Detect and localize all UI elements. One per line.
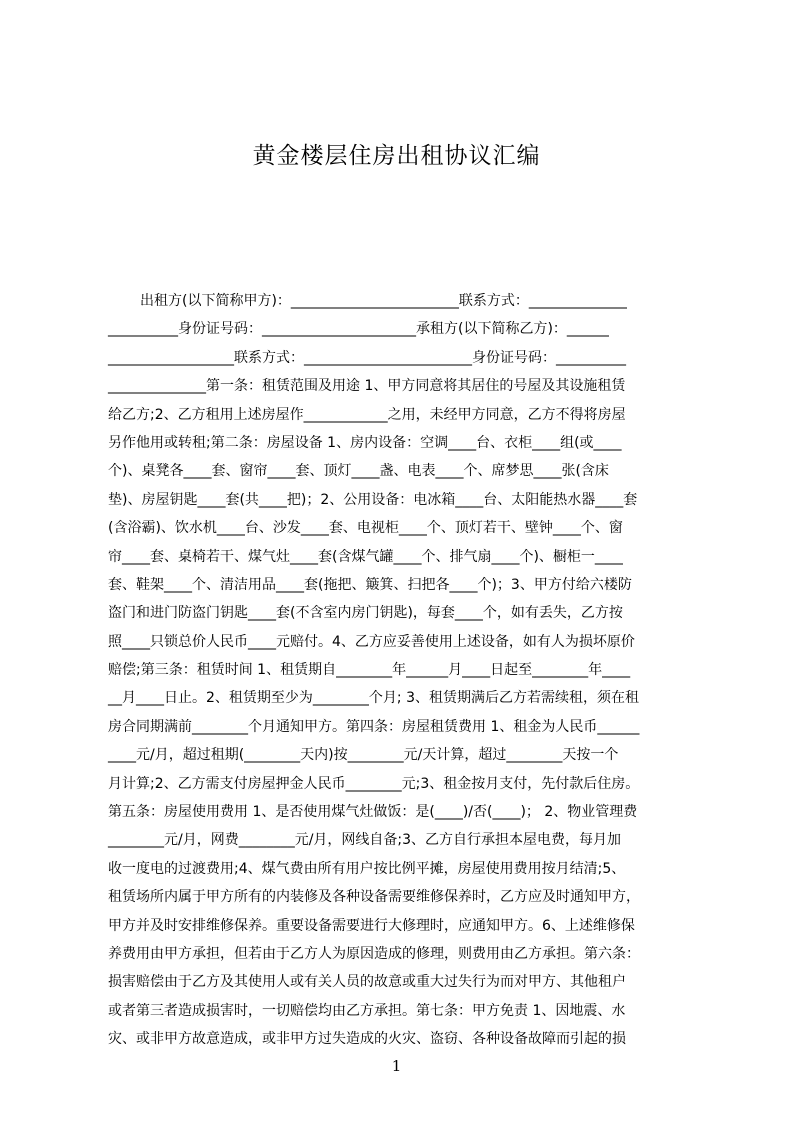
text-line: __月____日止。2、租赁期至少为________个月; 3、租赁期满后乙方若需续租，须在租 — [108, 690, 639, 707]
text-line: 或者第三者造成损害时，一切赔偿均由乙方承担。第七条：甲方免责 1、因地震、水 — [108, 1002, 626, 1019]
text-line: 租赁场所内属于甲方所有的内装修及各种设备需要维修保养时，乙方应及时通知甲方， — [108, 889, 640, 906]
text-line: ________元/月，网费________元/月，网线自备;3、乙方自行承担本屋电费，每月加 — [108, 832, 622, 849]
text-line: 垫)、房屋钥匙____套(共____把)；2、公用设备：电冰箱____台、太阳能热水器____套 — [108, 491, 638, 508]
text-line: 套、鞋架____个、清洁用品____套(拖把、簸箕、扫把各____个)；3、甲方付给六楼防 — [108, 576, 632, 593]
text-line: 帘____套、桌椅若干、煤气灶____套(含煤气罐____个、排气扇____个)、橱柜一____ — [108, 548, 623, 565]
agreement-body — [108, 287, 698, 1048]
text-line: 另作他用或转租;第二条：房屋设备 1、房内设备：空调____台、衣柜____组(或____ — [108, 434, 622, 451]
text-line: ______________第一条：租赁范围及用途 1、甲方同意将其居住的号屋及其设施租赁 — [108, 378, 626, 395]
text-line: 个)、桌凳各____套、窗帘____套、顶灯____盏、电表____个、席梦思____张(含床 — [108, 463, 609, 480]
text-line: 第五条：房屋使用费用 1、是否使用煤气灶做饭：是(____)/否(____)； 2、物业管理费 — [108, 804, 638, 821]
text-line: 给乙方;2、乙方租用上述房屋作____________之用，未经甲方同意，乙方不得将房屋 — [108, 406, 626, 423]
text-line: 房合同期满前________个月通知甲方。第四条：房屋租赁费用 1、租金为人民币______ — [108, 718, 640, 735]
text-line: 赔偿;第三条：租赁时间 1、租赁期自________年______月____日起至________年____ — [108, 662, 631, 679]
text-line: __________身份证号码：______________________承租方(以下简称乙方)：______ — [108, 321, 609, 338]
text-line: 收一度电的过渡费用;4、煤气费由所有用户按比例平摊，房屋使用费用按月结清;5、 — [108, 860, 626, 877]
page-number: 1 — [391, 1057, 402, 1075]
text-line: 甲方并及时安排维修保养。重要设备需要进行大修理时，应通知甲方。6、上述维修保 — [108, 917, 635, 934]
text-line: 盗门和进门防盗门钥匙____套(不含室内房门钥匙)，每套____个，如有丢失，乙方按 — [108, 605, 623, 622]
text-line: 灾、或非甲方故意造成，或非甲方过失造成的火灾、盗窃、各种设备故障而引起的损 — [108, 1031, 626, 1048]
text-line: (含浴霸)、饮水机____台、沙发____套、电视柜____个、顶灯若干、壁钟____个、窗 — [108, 520, 623, 537]
text-line: 照____只锁总价人民币____元赔付。4、乙方应妥善使用上述设备，如有人为损坏原价 — [108, 633, 635, 650]
text-line: __________________联系方式：________________________身份证号码：__________ — [108, 349, 626, 366]
text-line: 出租方(以下简称甲方)：________________________联系方式：______________ — [140, 293, 627, 309]
text-line: ____元/月，超过租期(________天内)按________元/天计算，超过________天按一个 — [108, 747, 619, 764]
text-line: 月计算;2、乙方需支付房屋押金人民币________元;3、租金按月支付，先付款后住房。 — [108, 775, 640, 792]
text-line: 损害赔偿由于乙方及其使用人或有关人员的故意或重大过失行为而对甲方、其他租户 — [108, 974, 626, 991]
page-title: 黄金楼层住房出租协议汇编 — [252, 143, 541, 169]
text-line: 养费用由甲方承担，但若由于乙方人为原因造成的修理，则费用由乙方承担。第六条： — [108, 945, 640, 962]
